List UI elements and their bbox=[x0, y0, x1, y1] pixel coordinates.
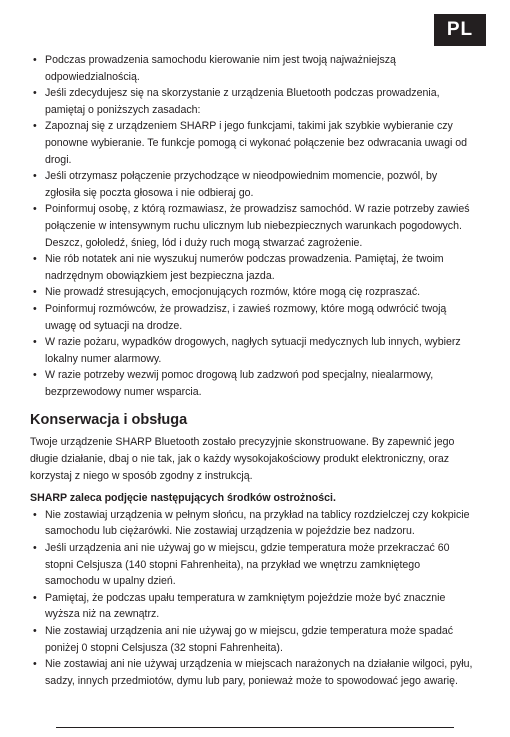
section-intro: Twoje urządzenie SHARP Bluetooth zostało precyzyjnie skonstruowane. By zapewnić jego długie działanie, dbaj o nie tak, jak o każdy wysokojakościowy produkt elektroniczny, oraz korzystaj z niego w sposób zgodny z instrukcją. bbox=[30, 436, 455, 482]
precautions-lead: SHARP zaleca podjęcie następujących środków ostrożności. bbox=[30, 492, 336, 505]
list-item: • W razie potrzeby wezwij pomoc drogową lub zadzwoń pod specjalny, niealarmowy, bezprzewodowy numer wsparcia. bbox=[30, 367, 474, 400]
section-heading: Konserwacja i obsługa bbox=[30, 412, 188, 429]
list-item: • Jeśli urządzenia ani nie używaj go w miejscu, gdzie temperatura może przekraczać 60 stopni Celsjusza (140 stopni Fahrenheita), na przykład we wnętrzu zamkniętego samochodu w upalny dzień. bbox=[30, 540, 474, 590]
page-content bbox=[30, 52, 474, 689]
list-item: • Nie zostawiaj ani nie używaj urządzenia w miejscach narażonych na działanie wilgoci, pyłu, sadzy, innych przedmiotów, dymu lub pary, ponieważ może to spowodować jego awarię. bbox=[30, 656, 474, 689]
list-item: • Zapoznaj się z urządzeniem SHARP i jego funkcjami, takimi jak szybkie wybieranie czy ponowne wybieranie. Te funkcje pomogą ci wykonać połączenie bez odwracania uwagi od drogi. bbox=[30, 118, 474, 168]
language-badge: PL bbox=[434, 14, 486, 46]
list-item: • Nie prowadź stresujących, emocjonujących rozmów, które mogą cię rozpraszać. bbox=[30, 284, 474, 301]
list-item: • Poinformuj rozmówców, że prowadzisz, i zawieś rozmowy, które mogą odwrócić twoją uwagę od sytuacji na drodze. bbox=[30, 301, 474, 334]
list-item: • W razie pożaru, wypadków drogowych, nagłych sytuacji medycznych lub innych, wybierz lokalny numer alarmowy. bbox=[30, 334, 474, 367]
list-item: • Pamiętaj, że podczas upału temperatura w zamkniętym pojeździe może być znacznie wyższa niż na zewnątrz. bbox=[30, 590, 474, 623]
safety-bullet-list bbox=[30, 52, 474, 400]
list-item: • Podczas prowadzenia samochodu kierowanie nim jest twoją najważniejszą odpowiedzialnością. bbox=[30, 52, 474, 85]
list-item: • Jeśli zdecydujesz się na skorzystanie z urządzenia Bluetooth podczas prowadzenia, pamiętaj o poniższych zasadach: bbox=[30, 85, 474, 118]
list-item: • Nie rób notatek ani nie wyszukuj numerów podczas prowadzenia. Pamiętaj, że twoim nadrzędnym obowiązkiem jest bezpieczna jazda. bbox=[30, 251, 474, 284]
list-item: • Nie zostawiaj urządzenia ani nie używaj go w miejscu, gdzie temperatura może spadać poniżej 0 stopni Celsjusza (32 stopni Fahrenheita). bbox=[30, 623, 474, 656]
footer-divider bbox=[56, 727, 454, 728]
care-bullet-list bbox=[30, 507, 474, 690]
list-item: • Poinformuj osobę, z którą rozmawiasz, że prowadzisz samochód. W razie potrzeby zawieś połączenie w intensywnym ruchu ulicznym lub niebezpiecznych warunkach pogodowych. Deszcz, gołoledź, śnieg, lód i duży ruch mogą stwarzać zagrożenie. bbox=[30, 201, 474, 251]
list-item: • Nie zostawiaj urządzenia w pełnym słońcu, na przykład na tablicy rozdzielczej czy kokpicie samochodu lub ciężarówki. Nie zostawiaj urządzenia w pojeździe bez nadzoru. bbox=[30, 507, 474, 540]
list-item: • Jeśli otrzymasz połączenie przychodzące w nieodpowiednim momencie, pozwól, by zgłosiła się poczta głosowa i nie odbieraj go. bbox=[30, 168, 474, 201]
